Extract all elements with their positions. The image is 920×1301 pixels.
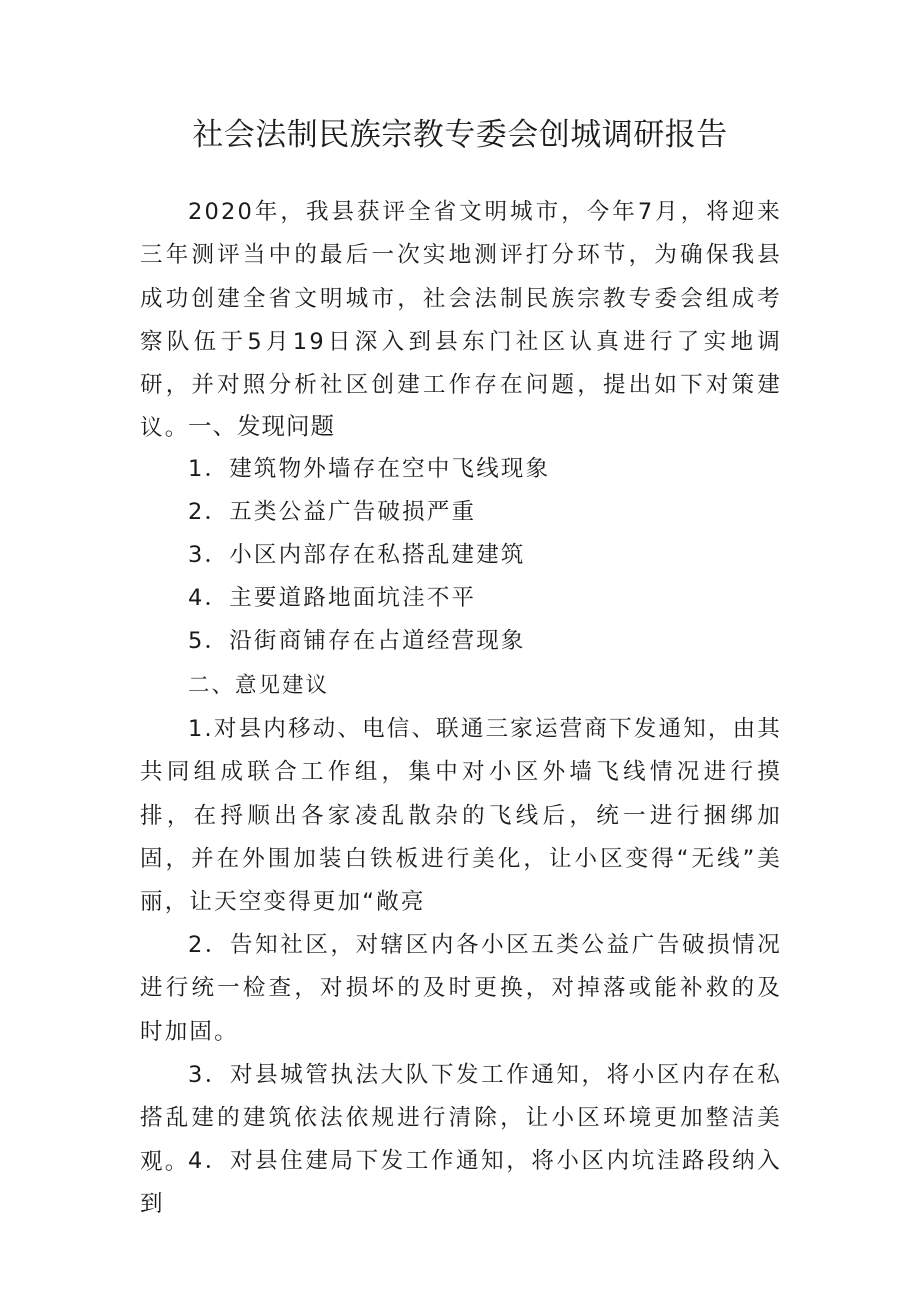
suggestion-paragraph: 3．对县城管执法大队下发工作通知，将小区内存在私搭乱建的建筑依法依规进行清除，让小区环境更加整洁美观。 bbox=[140, 1062, 782, 1175]
problem-item: 5．沿街商铺存在占道经营现象 bbox=[188, 628, 526, 654]
problem-item: 2．五类公益广告破损严重 bbox=[188, 499, 477, 525]
problem-item: 3．小区内部存在私搭乱建建筑 bbox=[188, 542, 526, 568]
document-title: 社会法制民族宗教专委会创城调研报告 bbox=[192, 117, 728, 153]
problem-item: 4．主要道路地面坑洼不平 bbox=[188, 585, 477, 611]
suggestion-paragraph: 2．告知社区，对辖区内各小区五类公益广告破损情况进行统一检查，对损坏的及时更换，对掉落或能补救的及时加固。 bbox=[140, 932, 782, 1045]
intro-paragraph: 2020年，我县获评全省文明城市，今年7月，将迎来三年测评当中的最后一次实地测评打分环节，为确保我县成功创建全省文明城市，社会法制民族宗教专委会组成考察队伍于5月19日深入到县东门社区认真进行了实地调研，并对照分析社区创建工作存在问题，提出如下对策建议。 bbox=[140, 199, 782, 442]
section-heading-suggestions: 二、意见建议 bbox=[188, 673, 330, 698]
suggestion-paragraph: 1.对县内移动、电信、联通三家运营商下发通知，由其共同组成联合工作组，集中对小区外墙飞线情况进行摸排，在捋顺出各家凌乱散杂的飞线后，统一进行捆绑加固，并在外围加装白铁板进行美化，让小区变得“无线”美丽，让天空变得更加“敞亮 bbox=[140, 716, 782, 916]
problem-item: 1．建筑物外墙存在空中飞线现象 bbox=[188, 456, 551, 482]
section-heading-problems: 一、发现问题 bbox=[188, 412, 335, 440]
suggestion-paragraph: 4．对县住建局下发工作通知，将小区内坑洼路段纳入到 bbox=[140, 1148, 782, 1218]
